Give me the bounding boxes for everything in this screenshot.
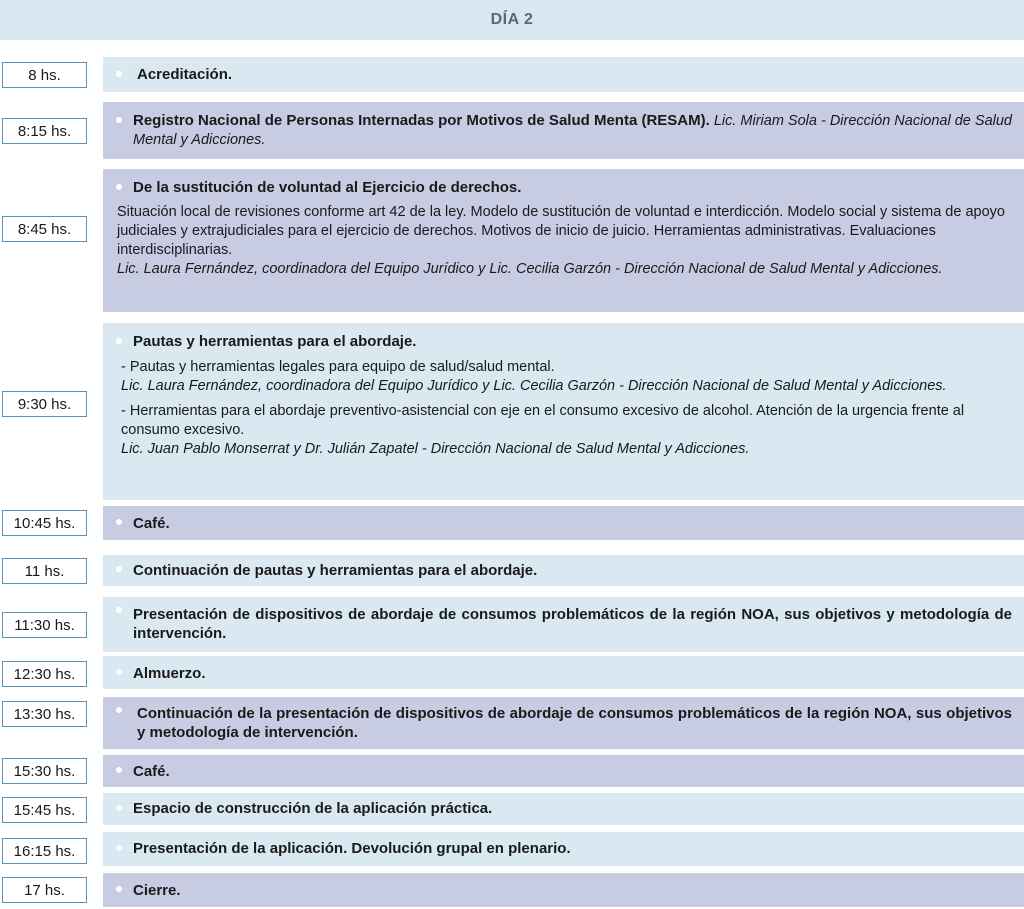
bullet-icon	[116, 519, 122, 525]
item-title: Espacio de construcción de la aplicación práctica.	[133, 800, 493, 817]
item-title: Café.	[133, 763, 170, 780]
time-label: 15:30 hs.	[2, 758, 87, 784]
bullet-icon	[116, 117, 122, 123]
time-label: 8 hs.	[2, 62, 87, 88]
bullet-icon	[116, 886, 122, 892]
item-title: Presentación de dispositivos de abordaje de consumos problemáticos de la región NOA, sus objetivos y metodología de intervención.	[133, 606, 1012, 642]
item-speaker: Lic. Juan Pablo Monserrat y Dr. Julián Zapatel - Dirección Nacional de Salud Mental y Adicciones.	[121, 441, 750, 457]
agenda-item	[103, 873, 1024, 907]
item-title: Almuerzo.	[133, 665, 206, 682]
agenda-item	[103, 793, 1024, 825]
time-label: 13:30 hs.	[2, 701, 87, 727]
agenda-item	[103, 555, 1024, 586]
item-point: - Herramientas para el abordaje preventivo-asistencial con eje en el consumo excesivo de alcohol. Atención de la urgencia frente al consumo excesivo.	[121, 403, 965, 438]
bullet-icon	[116, 184, 122, 190]
time-label: 12:30 hs.	[2, 661, 87, 687]
time-label: 11:30 hs.	[2, 612, 87, 638]
bullet-icon	[116, 805, 122, 811]
time-label: 15:45 hs.	[2, 797, 87, 823]
time-label: 16:15 hs.	[2, 838, 87, 864]
day-header	[0, 0, 1024, 40]
agenda-item	[103, 506, 1024, 540]
time-label: 10:45 hs.	[2, 510, 87, 536]
bullet-icon	[116, 707, 122, 713]
time-label: 8:15 hs.	[2, 118, 87, 144]
time-label: 9:30 hs.	[2, 391, 87, 417]
bullet-icon	[116, 845, 122, 851]
item-title: Continuación de pautas y herramientas para el abordaje.	[133, 562, 538, 579]
agenda-item	[103, 169, 1024, 312]
day-title: DÍA 2	[490, 11, 534, 28]
item-title: Cierre.	[133, 882, 181, 899]
item-title: Pautas y herramientas para el abordaje.	[133, 333, 417, 350]
item-title: Continuación de la presentación de dispositivos de abordaje de consumos problemáticos de la región NOA, sus objetivos y metodología de intervención.	[137, 705, 1012, 741]
agenda-item	[103, 697, 1024, 749]
time-label: 8:45 hs.	[2, 216, 87, 242]
agenda-item	[103, 597, 1024, 652]
item-title: De la sustitución de voluntad al Ejercicio de derechos.	[133, 179, 522, 196]
agenda-item	[103, 656, 1024, 689]
item-point: - Pautas y herramientas legales para equipo de salud/salud mental.	[121, 359, 555, 375]
agenda-item	[103, 755, 1024, 787]
bullet-icon	[116, 338, 122, 344]
item-title: Acreditación.	[137, 66, 233, 83]
time-label: 17 hs.	[2, 877, 87, 903]
item-speaker: Lic. Laura Fernández, coordinadora del Equipo Jurídico y Lic. Cecilia Garzón - Dirección Nacional de Salud Mental y Adicciones.	[117, 261, 943, 277]
item-description: Situación local de revisiones conforme art 42 de la ley. Modelo de sustitución de voluntad e interdicción. Modelo social y sistema de apoyo judiciales y extrajudiciales para el ejercicio de derechos. Motivos de inicio de juicio. Herramientas administrativas. Evaluaciones interdisciplinarias.	[117, 204, 1005, 258]
bullet-icon	[116, 607, 122, 613]
item-title: Presentación de la aplicación. Devolución grupal en plenario.	[133, 840, 571, 857]
bullet-icon	[116, 71, 122, 77]
bullet-icon	[116, 669, 122, 675]
item-speaker: Lic. Laura Fernández, coordinadora del Equipo Jurídico y Lic. Cecilia Garzón - Dirección Nacional de Salud Mental y Adicciones.	[121, 378, 947, 394]
time-label: 11 hs.	[2, 558, 87, 584]
bullet-icon	[116, 767, 122, 773]
item-title: Registro Nacional de Personas Internadas por Motivos de Salud Menta (RESAM).	[133, 112, 710, 129]
item-title: Café.	[133, 515, 170, 532]
agenda-item	[103, 57, 1024, 92]
item-speaker: Lic. Miriam Sola - Dirección Nacional de Salud Mental y Adicciones.	[133, 113, 1012, 148]
agenda-item	[103, 102, 1024, 159]
agenda-item	[103, 832, 1024, 866]
bullet-icon	[116, 566, 122, 572]
agenda-item	[103, 323, 1024, 500]
